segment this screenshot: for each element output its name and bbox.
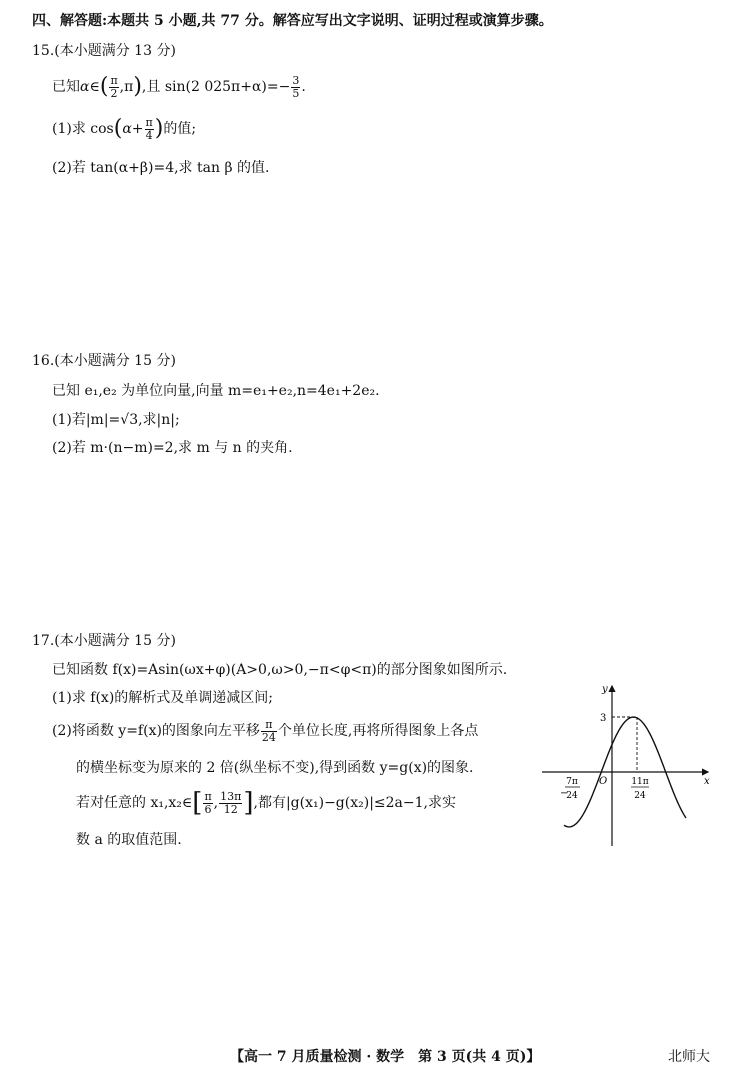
- q15-frac-pi2: [109, 75, 118, 100]
- footer-center: 【高一 7 月质量检测 · 数学 第 3 页(共 4 页)】: [230, 1049, 541, 1065]
- q15-frac-pi2-num: π: [110, 73, 118, 87]
- q15-frac-35: [291, 75, 300, 100]
- q15-stem-c: ,且 sin(2 025π+α)=−: [141, 79, 291, 95]
- q15-part1: [52, 112, 196, 146]
- q17-p2-l3-a: 若对任意的 x₁,x₂∈: [76, 795, 193, 811]
- q15-frac-35-num: 3: [292, 73, 300, 87]
- right-tick-den: 24: [634, 791, 646, 801]
- right-tick-num: 11π: [631, 777, 649, 787]
- left-tick-num: 7π: [566, 777, 578, 787]
- left-tick-den: 24: [566, 791, 578, 801]
- q15-stem: [52, 70, 306, 104]
- q17-p2-l3-b: ,都有|g(x₁)−g(x₂)|≤2a−1,求实: [253, 795, 456, 811]
- q17-frac-13pi12: [219, 791, 242, 816]
- q15-part2: (2)若 tan(α+β)=4,求 tan β 的值.: [52, 160, 270, 176]
- q17-rbracket: ]: [243, 788, 254, 818]
- q15-stem-b: ,π: [119, 79, 134, 95]
- q17-frac-pi24-num: π: [261, 719, 277, 732]
- q15-rparen: ): [133, 74, 142, 99]
- q16-part1: (1)若|m|=√3,求|n|;: [52, 412, 180, 428]
- q17-p2-l1-b: 个单位长度,再将所得图象上各点: [277, 723, 479, 739]
- q15-stem-a: 已知: [52, 79, 80, 95]
- q16-title: 16.(本小题满分 15 分): [32, 353, 176, 369]
- q17-part2-line2: 的横坐标变为原来的 2 倍(纵坐标不变),得到函数 y=g(x)的图象.: [76, 760, 474, 776]
- q17-part2-line1: [52, 714, 478, 748]
- max-value-label: 3: [600, 713, 607, 724]
- origin-label: O: [599, 776, 608, 787]
- q15-p1-rparen: ): [154, 116, 164, 141]
- q17-frac-pi24-den: 24: [261, 730, 276, 744]
- left-tick-sign: −: [560, 788, 569, 799]
- q15-in: ∈: [89, 79, 100, 95]
- sine-graph: [540, 680, 712, 848]
- q15-frac-pi4-num: π: [145, 115, 153, 129]
- q15-p1-b: α+: [122, 121, 144, 137]
- q15-frac-35-den: 5: [292, 86, 300, 100]
- q17-p2-l1-a: (2)将函数 y=f(x)的图象向左平移: [52, 723, 260, 739]
- q17-part2-line4: 数 a 的取值范围.: [76, 832, 182, 848]
- q15-stem-end: .: [301, 79, 306, 95]
- q17-stem: 已知函数 f(x)=Asin(ωx+φ)(A>0,ω>0,−π<φ<π)的部分图象如图所示.: [52, 662, 508, 678]
- q17-frac-13pi12-num: 13π: [220, 789, 242, 803]
- q17-frac-pi6-num: π: [204, 789, 212, 803]
- q17-part2-line3: [76, 786, 456, 820]
- q15-p1-a: (1)求 cos: [52, 121, 114, 137]
- q15-frac-pi4: [145, 117, 154, 142]
- x-axis-label: x: [704, 776, 710, 787]
- q17-frac-13pi12-den: 12: [223, 802, 238, 816]
- section-header: 四、解答题:本题共 5 小题,共 77 分。解答应写出文字说明、证明过程或演算步骤。: [32, 13, 553, 29]
- q17-frac-pi6-den: 6: [204, 802, 212, 816]
- q15-frac-pi4-den: 4: [145, 128, 153, 142]
- q17-frac-pi24: [261, 719, 277, 744]
- footer-right: 北师大: [668, 1049, 710, 1065]
- q17-part1: (1)求 f(x)的解析式及单调递减区间;: [52, 690, 273, 706]
- q15-title: 15.(本小题满分 13 分): [32, 43, 176, 59]
- q16-stem: 已知 e₁,e₂ 为单位向量,向量 m=e₁+e₂,n=4e₁+2e₂.: [52, 383, 380, 399]
- q15-lparen: (: [99, 74, 109, 99]
- q15-frac-pi2-den: 2: [110, 86, 118, 100]
- q17-lbracket: [: [192, 788, 203, 818]
- q15-alpha: α: [80, 79, 90, 95]
- q17-frac-pi6: [203, 791, 212, 816]
- q15-p1-c: 的值;: [163, 121, 197, 137]
- q17-title: 17.(本小题满分 15 分): [32, 633, 176, 649]
- q15-p1-lparen: (: [113, 116, 123, 141]
- q16-part2: (2)若 m·(n−m)=2,求 m 与 n 的夹角.: [52, 440, 293, 456]
- y-axis-label: y: [602, 684, 608, 695]
- q17-comma: ,: [213, 795, 219, 811]
